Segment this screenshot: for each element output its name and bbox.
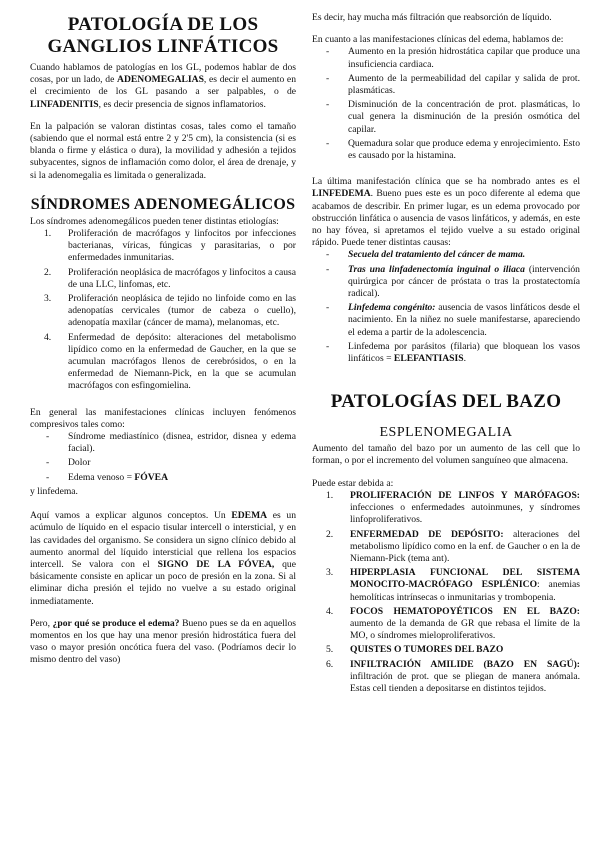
list-item: - Linfedema por parásitos (filaria) que bloquean los vasos linfáticos = ELEFANTIASIS. — [326, 340, 580, 365]
esplenomegalia-definition: Aumento del tamaño del bazo por un aumento de las cell que lo forman, o por el incremento del volumen sanguíneo que almacena. — [312, 443, 580, 467]
linfedema-paragraph: La última manifestación clínica que se ha nombrado antes es el LINFEDEMA. Bueno pues este es un poco diferente al edema que acabamos de describir. En primer lugar, es un edema provocado por obstrucción linfática o ausencia de vasos linfáticos, y además, en este no hay fóvea, si apretamos el tejido vuelve a su estado original rápido. Puede tener distintas causas: — [312, 176, 580, 249]
right-column — [312, 12, 580, 705]
list-item: 1. PROLIFERACIÓN DE LINFOS Y MARÓFAGOS: infecciones o enfermedades autoinmunes, y síndromes linfoproliferativos. — [326, 489, 580, 526]
list-item: - Quemadura solar que produce edema y enrojecimiento. Esto es causado por la histamina. — [326, 137, 580, 162]
causas-list — [312, 249, 580, 365]
edema-paragraph: Aquí vamos a explicar algunos conceptos. Un EDEMA es un acúmulo de líquido en el espacio tisular intercell o intersticial, y en las cavidades del organismo. Se considera un signo clínico debido al aumento anormal del líquido intersticial que rellena los espacios intercell. Se valora con el SIGNO DE LA FÓVEA, que básicamente consiste en aplicar un poco de presión en la zona. Si al eliminar dicha presión el tejido no vuelve a su estado original inmediatamente. — [30, 510, 296, 607]
bazo-title: PATOLOGÍAS DEL BAZO — [330, 391, 562, 413]
manif-edema-intro: En cuanto a las manifestaciones clínicas del edema, hablamos de: — [312, 34, 564, 46]
list-item: - Linfedema congénito: ausencia de vasos linfáticos desde el nacimiento. En la niñez no suele manifestarse, apareciendo el edema a partir de la adolescencia. — [326, 302, 580, 338]
palpacion-paragraph: En la palpación se valoran distintas cosas, tales como el tamaño (sabiendo que el normal está entre 2 y 2'5 cm), la consistencia (si es blanda o firme y elástica o dura), la movilidad y adhesión a tejidos subyacentes, signos de inflamación como dolor, el área de drenaje, y si la adenomegalia es limitada o generalizada. — [30, 120, 296, 181]
list-item: - Dolor — [46, 457, 91, 469]
list-item: 3. HIPERPLASIA FUNCIONAL DEL SISTEMA MONOCITO-MACRÓFAGO ESPLÉNICO: anemias hemolíticas intrínsecas o inmunitarias y trombopenia. — [326, 567, 580, 603]
esplenomegalia-intro: Puede estar debida a: — [312, 477, 394, 489]
list-item: 2. ENFERMEDAD DE DEPÓSITO: alteraciones del metabolismo lipídico como en la enf. de Gaucher o en la de Niemann-Pick (tema ant). — [326, 528, 580, 564]
list-item: - Tras una linfadenectomía inguinal o iliaca (intervención quirúrgica por cáncer de próstata o tras la prostatectomía radical). — [326, 263, 580, 300]
list-item: 4. FOCOS HEMATOPOYÉTICOS EN EL BAZO: aumento de la demanda de GR que rebasa el límite de la MO, o síndromes mieloproliferativos. — [326, 605, 580, 642]
left-column — [30, 12, 296, 677]
etiologias-list — [30, 228, 296, 393]
list-item: 4. Enfermedad de depósito: alteraciones del metabolismo lipídico como en la enfermedad de Gaucher, en la que se acumulan macrófagos llenos de cerebrósidos, o en la enfermedad de Niemann-Pick, en la que se acumulan macrófagos con esfingomielina. — [44, 331, 296, 392]
sindromes-intro: Los síndromes adenomegálicos pueden tener distintas etiologías: — [30, 215, 279, 227]
manif-list — [30, 431, 296, 484]
list-item: - Secuela del tratamiento del cáncer de mama. — [326, 249, 526, 261]
list-item: 5. QUISTES O TUMORES DEL BAZO — [326, 644, 504, 656]
list-item: 6. INFILTRACIÓN AMILIDE (BAZO EN SAGÚ): infiltración de prot. que se pliegan de manera anómala. Estas cell tienden a depositarse en distintos tejidos. — [326, 658, 580, 694]
pero-paragraph: Pero, ¿por qué se produce el edema? Bueno pues se da en aquellos momentos en los que hay una menor presión hidrostática fuera del vaso o mayor presión oncótica fuera del vaso. (Podríamos decir lo mismo dentro del vaso) — [30, 617, 296, 666]
list-item: - Síndrome mediastínico (disnea, estridor, disnea y edema facial). — [46, 431, 296, 455]
list-item: - Disminución de la concentración de prot. plasmáticas, lo cual genera la disminución de la presión osmótica del capilar. — [326, 99, 580, 135]
intro-paragraph: Cuando hablamos de patologías en los GL, podemos hablar de dos cosas, por un lado, de ADENOMEGALIAS, es decir el aumento en el crecimiento de los GL pasando a ser palpables, o de LINFADENITIS, es decir presencia de signos inflamatorios. — [30, 62, 296, 110]
list-item: 1. Proliferación de macrófagos y linfocitos por infecciones bacterianas, víricas, fúngicas y parasitarias, o por enfermedades inmunitarias. — [44, 228, 296, 264]
list-item: - Aumento de la permeabilidad del capilar y salida de prot. plasmáticas. — [326, 72, 580, 97]
list-item: 2. Proliferación neoplásica de macrófagos y linfocitos a causa de una LLC, linfomas, etc. — [44, 266, 296, 290]
page-title: PATOLOGÍA DE LOS GANGLIOS LINFÁTICOS — [47, 14, 279, 57]
section-title-sindromes: SÍNDROMES ADENOMEGÁLICOS — [30, 195, 296, 213]
esplenomegalia-title: ESPLENOMEGALIA — [379, 425, 513, 441]
esplenomegalia-causas-list — [312, 490, 580, 695]
list-item: 3. Proliferación neoplásica de tejido no linfoide como en las adenopatías cervicales (tumor de cabeza o cuello), adenopatía maxilar (cáncer de mama), melanomas, etc. — [44, 293, 296, 329]
manif-tail: y linfedema. — [30, 485, 78, 497]
list-item: - Edema venoso = FÓVEA — [46, 471, 168, 483]
manif-edema-list — [312, 46, 580, 162]
list-item: - Aumento en la presión hidrostática capilar que produce una insuficiencia cardiaca. — [326, 46, 580, 70]
manif-intro: En general las manifestaciones clínicas incluyen fenómenos compresivos tales como: — [30, 406, 296, 430]
filtracion-paragraph: Es decir, hay mucha más filtración que reabsorción de líquido. — [312, 12, 552, 23]
